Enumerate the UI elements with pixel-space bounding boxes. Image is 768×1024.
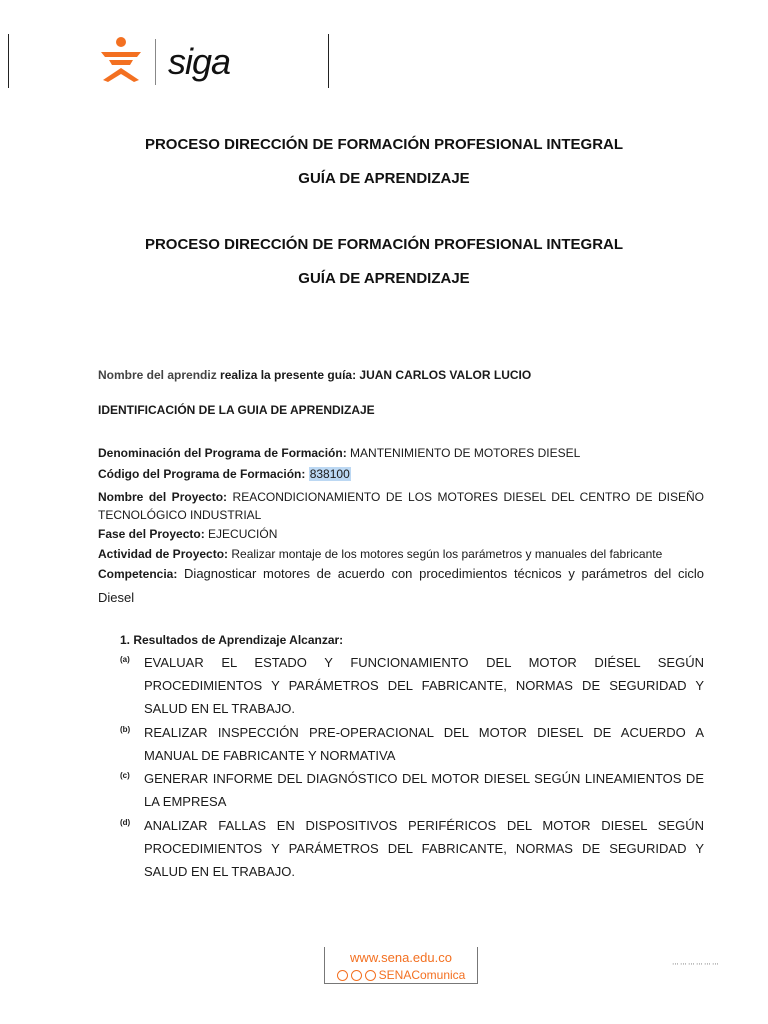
field-value: MANTENIMIENTO DE MOTORES DIESEL [346,446,581,460]
results-title: 1. Resultados de Aprendizaje Alcanzar: [120,633,344,647]
heading-block-1 [0,128,768,196]
sena-logo-icon [97,36,145,88]
field-competencia [98,562,704,610]
footer-social [325,967,477,983]
field-value: EJECUCIÓN [204,527,278,541]
result-letter: (c) [120,771,130,780]
info-circle-icon [365,970,376,981]
result-text: EVALUAR EL ESTADO Y FUNCIONAMIENTO DEL MOTOR DIÉSEL SEGÚN PROCEDIMIENTOS Y PARÁMETROS DEL FABRICANTE, NORMAS DE SEGURIDAD Y SALUD EN EL TRABAJO. [144,655,704,716]
heading-guide: GUÍA DE APRENDIZAJE [298,170,470,187]
field-label: Denominación del Programa de Formación: [98,446,347,460]
apprentice-label-rest: realiza la presente guía: [216,368,360,382]
apprentice-line [98,366,704,384]
field-value: REACONDICIONAMIENTO DE LOS MOTORES DIESEL DEL CENTRO DE DISEÑO TECNOLÓGICO INDUSTRIAL [98,490,704,522]
field-value: Realizar montaje de los motores según los parámetros y manuales del fabricante [228,547,663,561]
result-letter: (d) [120,818,131,827]
field-label: Nombre del Proyecto: [98,490,228,504]
result-item [120,767,704,813]
logo-divider [155,39,156,85]
result-text: REALIZAR INSPECCIÓN PRE-OPERACIONAL DEL MOTOR DIESEL DE ACUERDO A MANUAL DE FABRICANTE Y NORMATIVA [144,725,704,763]
footer-url-link[interactable]: www.sena.edu.co [350,950,452,965]
footer-contact-box [324,947,478,984]
footer-social-handle[interactable]: SENAComunica [378,968,466,982]
identification-title: IDENTIFICACIÓN DE LA GUIA DE APRENDIZAJE [98,403,375,417]
field-label: Actividad de Proyecto: [98,547,229,561]
header-right-rule [328,34,329,88]
field-codigo [98,465,704,483]
header-logo [97,36,230,88]
field-proyecto [98,488,704,524]
header-left-rule [8,34,9,88]
result-item [120,651,704,720]
heading-process: PROCESO DIRECCIÓN DE FORMACIÓN PROFESIONAL INTEGRAL [144,136,624,153]
field-fase [98,525,704,543]
field-label: Competencia: [98,567,178,581]
field-value: Diagnosticar motores de acuerdo con procedimientos técnicos y parámetros del ciclo Diesel [98,566,704,605]
heading-process: PROCESO DIRECCIÓN DE FORMACIÓN PROFESIONAL INTEGRAL [144,236,624,253]
apprentice-name: JUAN CARLOS VALOR LUCIO [359,368,532,382]
heading-guide: GUÍA DE APRENDIZAJE [298,270,470,287]
field-actividad [98,545,704,563]
result-letter: (b) [120,725,131,734]
field-programa [98,444,704,462]
heading-block-2 [0,228,768,296]
social-circle-icon [351,970,362,981]
field-label: Código del Programa de Formación: [98,467,306,481]
result-text: ANALIZAR FALLAS EN DISPOSITIVOS PERIFÉRICOS DEL MOTOR DIESEL SEGÚN PROCEDIMIENTOS Y PARÁMETROS DEL FABRICANTE, NORMAS DE SEGURIDAD Y SALUD EN EL TRABAJO. [144,818,704,879]
field-label: Fase del Proyecto: [98,527,205,541]
apprentice-label: Nombre del aprendiz [98,368,217,382]
result-text: GENERAR INFORME DEL DIAGNÓSTICO DEL MOTOR DIESEL SEGÚN LINEAMIENTOS DE LA EMPRESA [144,771,704,809]
field-value-highlighted: 838100 [309,467,350,481]
footer-decorative-mark: ⋯⋯⋯⋯⋯⋯ [672,961,720,968]
result-letter: (a) [120,655,130,664]
copyright-circle-icon [337,970,348,981]
result-item [120,721,704,767]
siga-wordmark: siga [168,41,231,82]
result-item [120,814,704,883]
